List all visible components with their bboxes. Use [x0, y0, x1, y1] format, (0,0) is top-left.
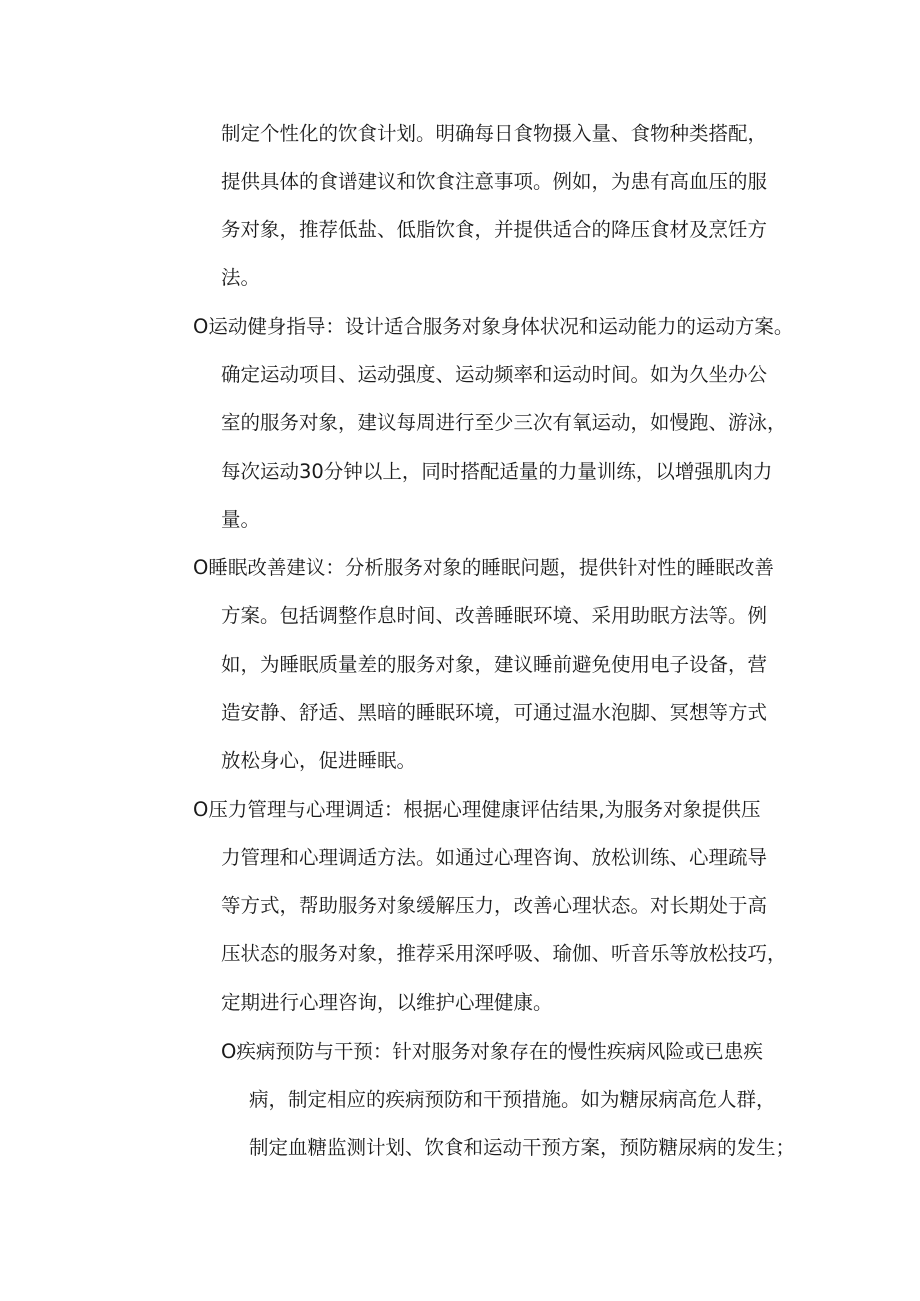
list-item-heading-disease: O疾病预防与干预：针对服务对象存在的慢性疾病风险或已患疾: [221, 1040, 763, 1063]
paragraph-line: 提供具体的食谱建议和饮食注意事项。例如，为患有高血压的服: [221, 170, 768, 193]
paragraph-line: 每次运动30分钟以上，同时搭配适量的力量训练，以增强肌肉力: [221, 460, 773, 483]
paragraph-line: 量。: [221, 508, 261, 531]
paragraph-line: 力管理和心理调适方法。如通过心理咨询、放松训练、心理疏导: [221, 846, 768, 869]
paragraph-line: 制定个性化的饮食计划。明确每日食物摄入量、食物种类搭配，: [221, 122, 768, 145]
paragraph-line: 放松身心，促进睡眠。: [221, 749, 417, 772]
paragraph-line: 压状态的服务对象，推荐采用深呼吸、瑜伽、听音乐等放松技巧，: [221, 942, 787, 965]
list-item-heading-exercise: O运动健身指导：设计适合服务对象身体状况和运动能力的运动方案。: [193, 315, 794, 338]
paragraph-line: 等方式，帮助服务对象缓解压力，改善心理状态。对长期处于高: [221, 894, 768, 917]
paragraph-line: 室的服务对象，建议每周进行至少三次有氧运动，如慢跑、游泳，: [221, 411, 787, 434]
list-item-heading-sleep: O睡眠改善建议：分析服务对象的睡眠问题，提供针对性的睡眠改善: [193, 556, 774, 579]
list-item-heading-stress: O压力管理与心理调适：根据心理健康评估结果,为服务对象提供压: [193, 798, 761, 821]
paragraph-line: 造安静、舒适、黑暗的睡眠环境，可通过温水泡脚、冥想等方式: [221, 701, 768, 724]
paragraph-line: 法。: [221, 266, 261, 289]
paragraph-line: 如，为睡眠质量差的服务对象，建议睡前避免使用电子设备，营: [221, 653, 768, 676]
paragraph-line: 制定血糖监测计划、饮食和运动干预方案，预防糖尿病的发生；: [249, 1136, 796, 1159]
paragraph-line: 定期进行心理咨询，以维护心理健康。: [221, 991, 553, 1014]
paragraph-line: 确定运动项目、运动强度、运动频率和运动时间。如为久坐办公: [221, 363, 768, 386]
paragraph-line: 方案。包括调整作息时间、改善睡眠环境、采用助眠方法等。例: [221, 604, 768, 627]
paragraph-line: 病，制定相应的疾病预防和干预措施。如为糖尿病高危人群，: [249, 1088, 776, 1111]
paragraph-line: 务对象，推荐低盐、低脂饮食，并提供适合的降压食材及烹饪方: [221, 218, 768, 241]
